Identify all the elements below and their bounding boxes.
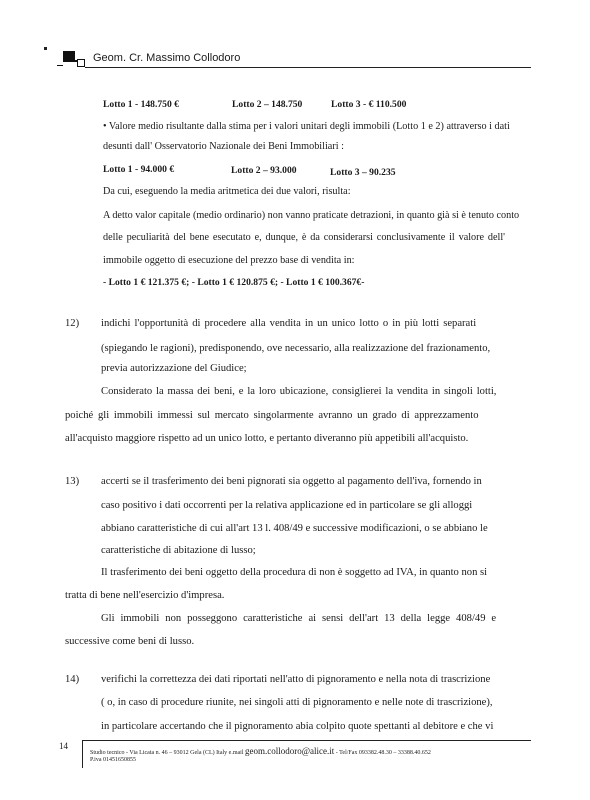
logo-mark — [63, 51, 87, 68]
lot-value-2-2: Lotto 2 – 93.000 — [231, 165, 297, 176]
lot-value-1-2: Lotto 2 – 148.750 — [232, 99, 303, 110]
text-line: Da cui, eseguendo la media aritmetica dei due valori, risulta: — [103, 186, 351, 197]
section-number: 13) — [65, 476, 80, 487]
text-line: caratteristiche di abitazione di lusso; — [101, 545, 256, 556]
section-number: 14) — [65, 674, 80, 685]
header-name: Geom. Cr. Massimo Collodoro — [93, 52, 241, 64]
text-line: ( o, in caso di procedure riunite, nei singoli atti di pignoramento e nelle note di trascrizione), — [101, 697, 493, 708]
footer-phone: - Tel/Fax 093382.48.30 – 33388.40.652 — [335, 750, 431, 756]
bullet-line-2: desunti dall' Osservatorio Nazionale dei Beni Immobiliari : — [103, 141, 344, 152]
text-line: delle peculiarità del bene esecutato e, dunque, è da considerarsi conclusivamente il valore dell' — [103, 232, 506, 243]
text-line: Considerato la massa dei beni, e la loro ubicazione, consiglierei la vendita in singoli lotti, — [101, 386, 497, 397]
text-line: verifichi la correttezza dei dati riportati nell'atto di pignoramento e nella nota di trascrizione — [101, 674, 491, 685]
text-line: immobile oggetto di esecuzione del prezzo base di vendita in: — [103, 255, 355, 266]
footer-rule — [83, 740, 531, 741]
footer-vat: P.iva 01451650855 — [90, 757, 137, 763]
section-number: 12) — [65, 318, 80, 329]
text-line: Il trasferimento dei beni oggetto della procedura di non è soggetto ad IVA, in quanto non si — [101, 567, 488, 578]
text-line: in particolare accertando che il pignoramento abia colpito quote spettanti al debitore e che vi — [101, 721, 494, 732]
lot-value-2-3: Lotto 3 – 90.235 — [330, 167, 396, 178]
header-dot — [44, 47, 47, 50]
page-number: 14 — [59, 741, 68, 751]
footer-divider — [82, 740, 83, 768]
final-lot-values: - Lotto 1 € 121.375 €; - Lotto 1 € 120.875 €; - Lotto 1 € 100.367€- — [103, 277, 365, 288]
text-line: poiché gli immobili immessi sul mercato singolarmente avranno un grado di apprezzamento — [65, 410, 479, 421]
footer-contact-line — [90, 746, 431, 756]
text-line: A detto valor capitale (medio ordinario) non vanno praticate detrazioni, in quanto già si è tenuto conto — [103, 210, 520, 221]
text-line: previa autorizzazione del Giudice; — [101, 363, 247, 374]
text-line: abbiano caratteristiche di cui all'art 13 l. 408/49 e successive modificazioni, o se abbiano le — [101, 523, 488, 534]
text-line: indichi l'opportunità di procedere alla vendita in un unico lotto o in più lotti separati — [101, 318, 477, 329]
text-line: accerti se il trasferimento dei beni pignorati sia oggetto al pagamento dell'iva, fornendo in — [101, 476, 482, 487]
bullet-line-1: • Valore medio risultante dalla stima per i valori unitari degli immobili (Lotto 1 e 2) attraverso i dati — [103, 121, 510, 132]
text-line: (spiegando le ragioni), predisponendo, ove necessario, alla realizzazione del frazionamento, — [101, 343, 491, 354]
text-line: caso positivo i dati occorrenti per la relativa applicazione ed in particolare se gli alloggi — [101, 500, 473, 511]
text-line: successive come beni di lusso. — [65, 636, 195, 647]
lot-value-2-1: Lotto 1 - 94.000 € — [103, 164, 175, 175]
header-rule — [85, 67, 531, 68]
footer-email: geom.collodoro@alice.it — [245, 746, 335, 756]
footer-address: Studio tecnico - Via Licata n. 46 – 93012 Gela (CL) Italy e.mail — [90, 750, 244, 756]
text-line: tratta di bene nell'esercizio d'impresa. — [65, 590, 225, 601]
lot-value-1-1: Lotto 1 - 148.750 € — [103, 99, 179, 110]
lot-value-1-3: Lotto 3 - € 110.500 — [331, 99, 407, 110]
text-line: Gli immobili non posseggono caratteristiche ai sensi dell'art 13 della legge 408/49 e — [101, 613, 497, 624]
text-line: all'acquisto maggiore rispetto ad un unico lotto, e pertanto diveranno più appetibili all'acquisto. — [65, 433, 469, 444]
